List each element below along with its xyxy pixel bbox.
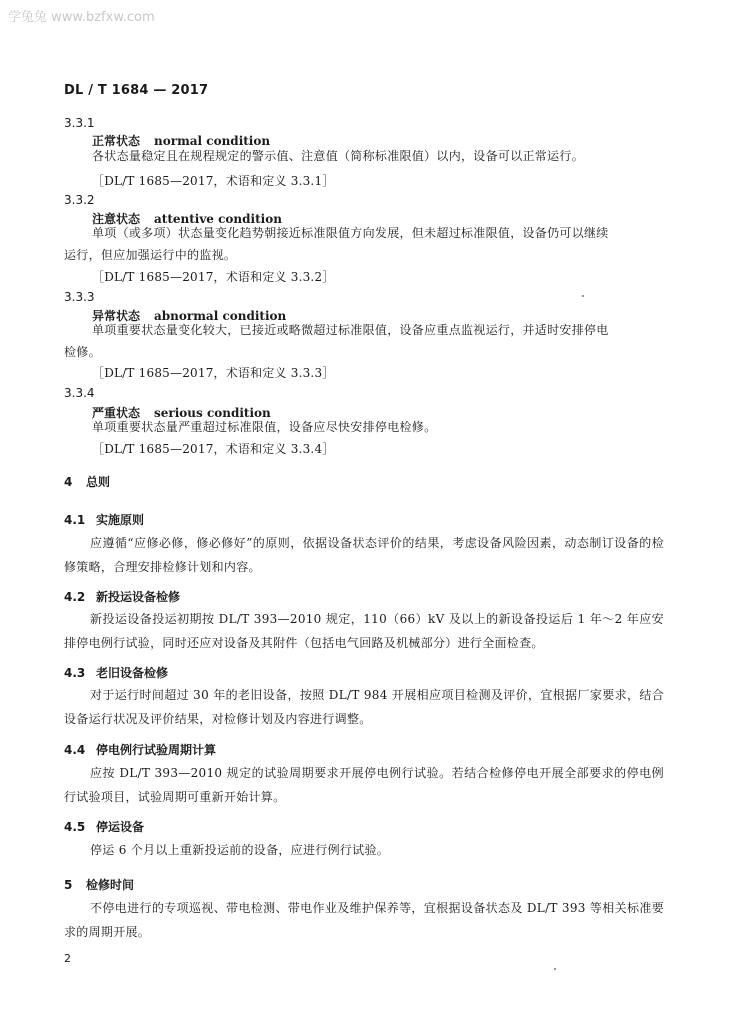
document-header: DL / T 1684 — 2017 — [64, 83, 209, 98]
section-number: 4.2 — [64, 590, 86, 604]
section-heading — [64, 664, 168, 681]
section-title: 实施原则 — [96, 513, 145, 527]
section-paragraph: 新投运设备投运初期按 DL/T 393—2010 规定，110（66）kV 及以上的新设备投运后 1 年～2 年应安排停电例行试验，同时还应对设备及其附件（包括电气回路及机械部分）进行全面检查。 — [64, 612, 664, 650]
term-en: abnormal condition — [154, 309, 287, 323]
section-number: 4.3 — [64, 666, 86, 680]
section-heading — [64, 588, 180, 605]
term-number: 3.3.4 — [64, 386, 95, 400]
term-number: 3.3.3 — [64, 290, 95, 304]
scan-speck — [554, 968, 556, 970]
term-reference: ［DL/T 1685—2017，术语和定义 3.3.4］ — [92, 442, 335, 456]
scan-speck — [582, 295, 584, 297]
term-definition-line: 运行，但应加强运行中的监视。 — [64, 248, 237, 262]
term-cn: 严重状态 — [92, 406, 141, 420]
term-definition-line: 各状态量稳定且在规程规定的警示值、注意值（简称标准限值）以内，设备可以正常运行。 — [92, 149, 585, 163]
chapter-title: 检修时间 — [86, 878, 135, 892]
term-definition-line: 单项（或多项）状态量变化趋势朝接近标准限值方向发展，但未超过标准限值，设备仍可以继续 — [92, 226, 609, 240]
watermark: 学兔兔 www.bzfxw.com — [8, 10, 155, 25]
chapter-heading — [64, 473, 110, 490]
term-reference: ［DL/T 1685—2017，术语和定义 3.3.2］ — [92, 270, 335, 284]
term-definition-line: 单项重要状态量变化较大，已接近或略微超过标准限值，设备应重点监视运行，并适时安排停电 — [92, 323, 609, 337]
chapter-heading — [64, 876, 134, 893]
section-title: 老旧设备检修 — [96, 666, 169, 680]
section-paragraph: 停运 6 个月以上重新投运前的设备，应进行例行试验。 — [90, 843, 390, 857]
page-number: 2 — [64, 952, 71, 965]
section-paragraph: 不停电进行的专项巡视、带电检测、带电作业及维护保养等，宜根据设备状态及 DL/T 393 等相关标准要求的周期开展。 — [64, 901, 664, 939]
section-paragraph: 对于运行时间超过 30 年的老旧设备，按照 DL/T 984 开展相应项目检测及评价，宜根据厂家要求，结合设备运行状况及评价结果，对检修计划及内容进行调整。 — [64, 688, 664, 726]
section-heading — [64, 511, 144, 528]
term-reference: ［DL/T 1685—2017，术语和定义 3.3.3］ — [92, 366, 335, 380]
term-en: serious condition — [154, 406, 271, 420]
section-number: 4.5 — [64, 820, 86, 834]
section-heading — [64, 818, 144, 835]
term-definition-line: 检修。 — [64, 345, 101, 359]
section-title: 停运设备 — [96, 820, 145, 834]
term-number: 3.3.1 — [64, 116, 95, 130]
term-cn: 异常状态 — [92, 309, 141, 323]
chapter-title: 总则 — [86, 475, 111, 489]
section-title: 停电例行试验周期计算 — [96, 743, 217, 757]
section-paragraph: 应按 DL/T 393—2010 规定的试验周期要求开展停电例行试验。若结合检修停电开展全部要求的停电例行试验项目，试验周期可重新开始计算。 — [64, 766, 664, 804]
term-en: attentive condition — [154, 212, 282, 226]
term-definition-line: 单项重要状态量严重超过标准限值，设备应尽快安排停电检修。 — [92, 420, 437, 434]
term-number: 3.3.2 — [64, 193, 95, 207]
term-cn: 正常状态 — [92, 134, 141, 148]
section-number: 4.4 — [64, 743, 86, 757]
chapter-number: 5 — [64, 878, 73, 892]
section-heading — [64, 741, 216, 758]
term-cn: 注意状态 — [92, 212, 141, 226]
term-en: normal condition — [154, 134, 271, 148]
section-paragraph: 应遵循“应修必修，修必修好”的原则，依据设备状态评价的结果，考虑设备风险因素，动态制订设备的检修策略，合理安排检修计划和内容。 — [64, 536, 664, 574]
section-number: 4.1 — [64, 513, 86, 527]
chapter-number: 4 — [64, 475, 73, 489]
term-reference: ［DL/T 1685—2017，术语和定义 3.3.1］ — [92, 174, 335, 188]
section-title: 新投运设备检修 — [96, 590, 181, 604]
